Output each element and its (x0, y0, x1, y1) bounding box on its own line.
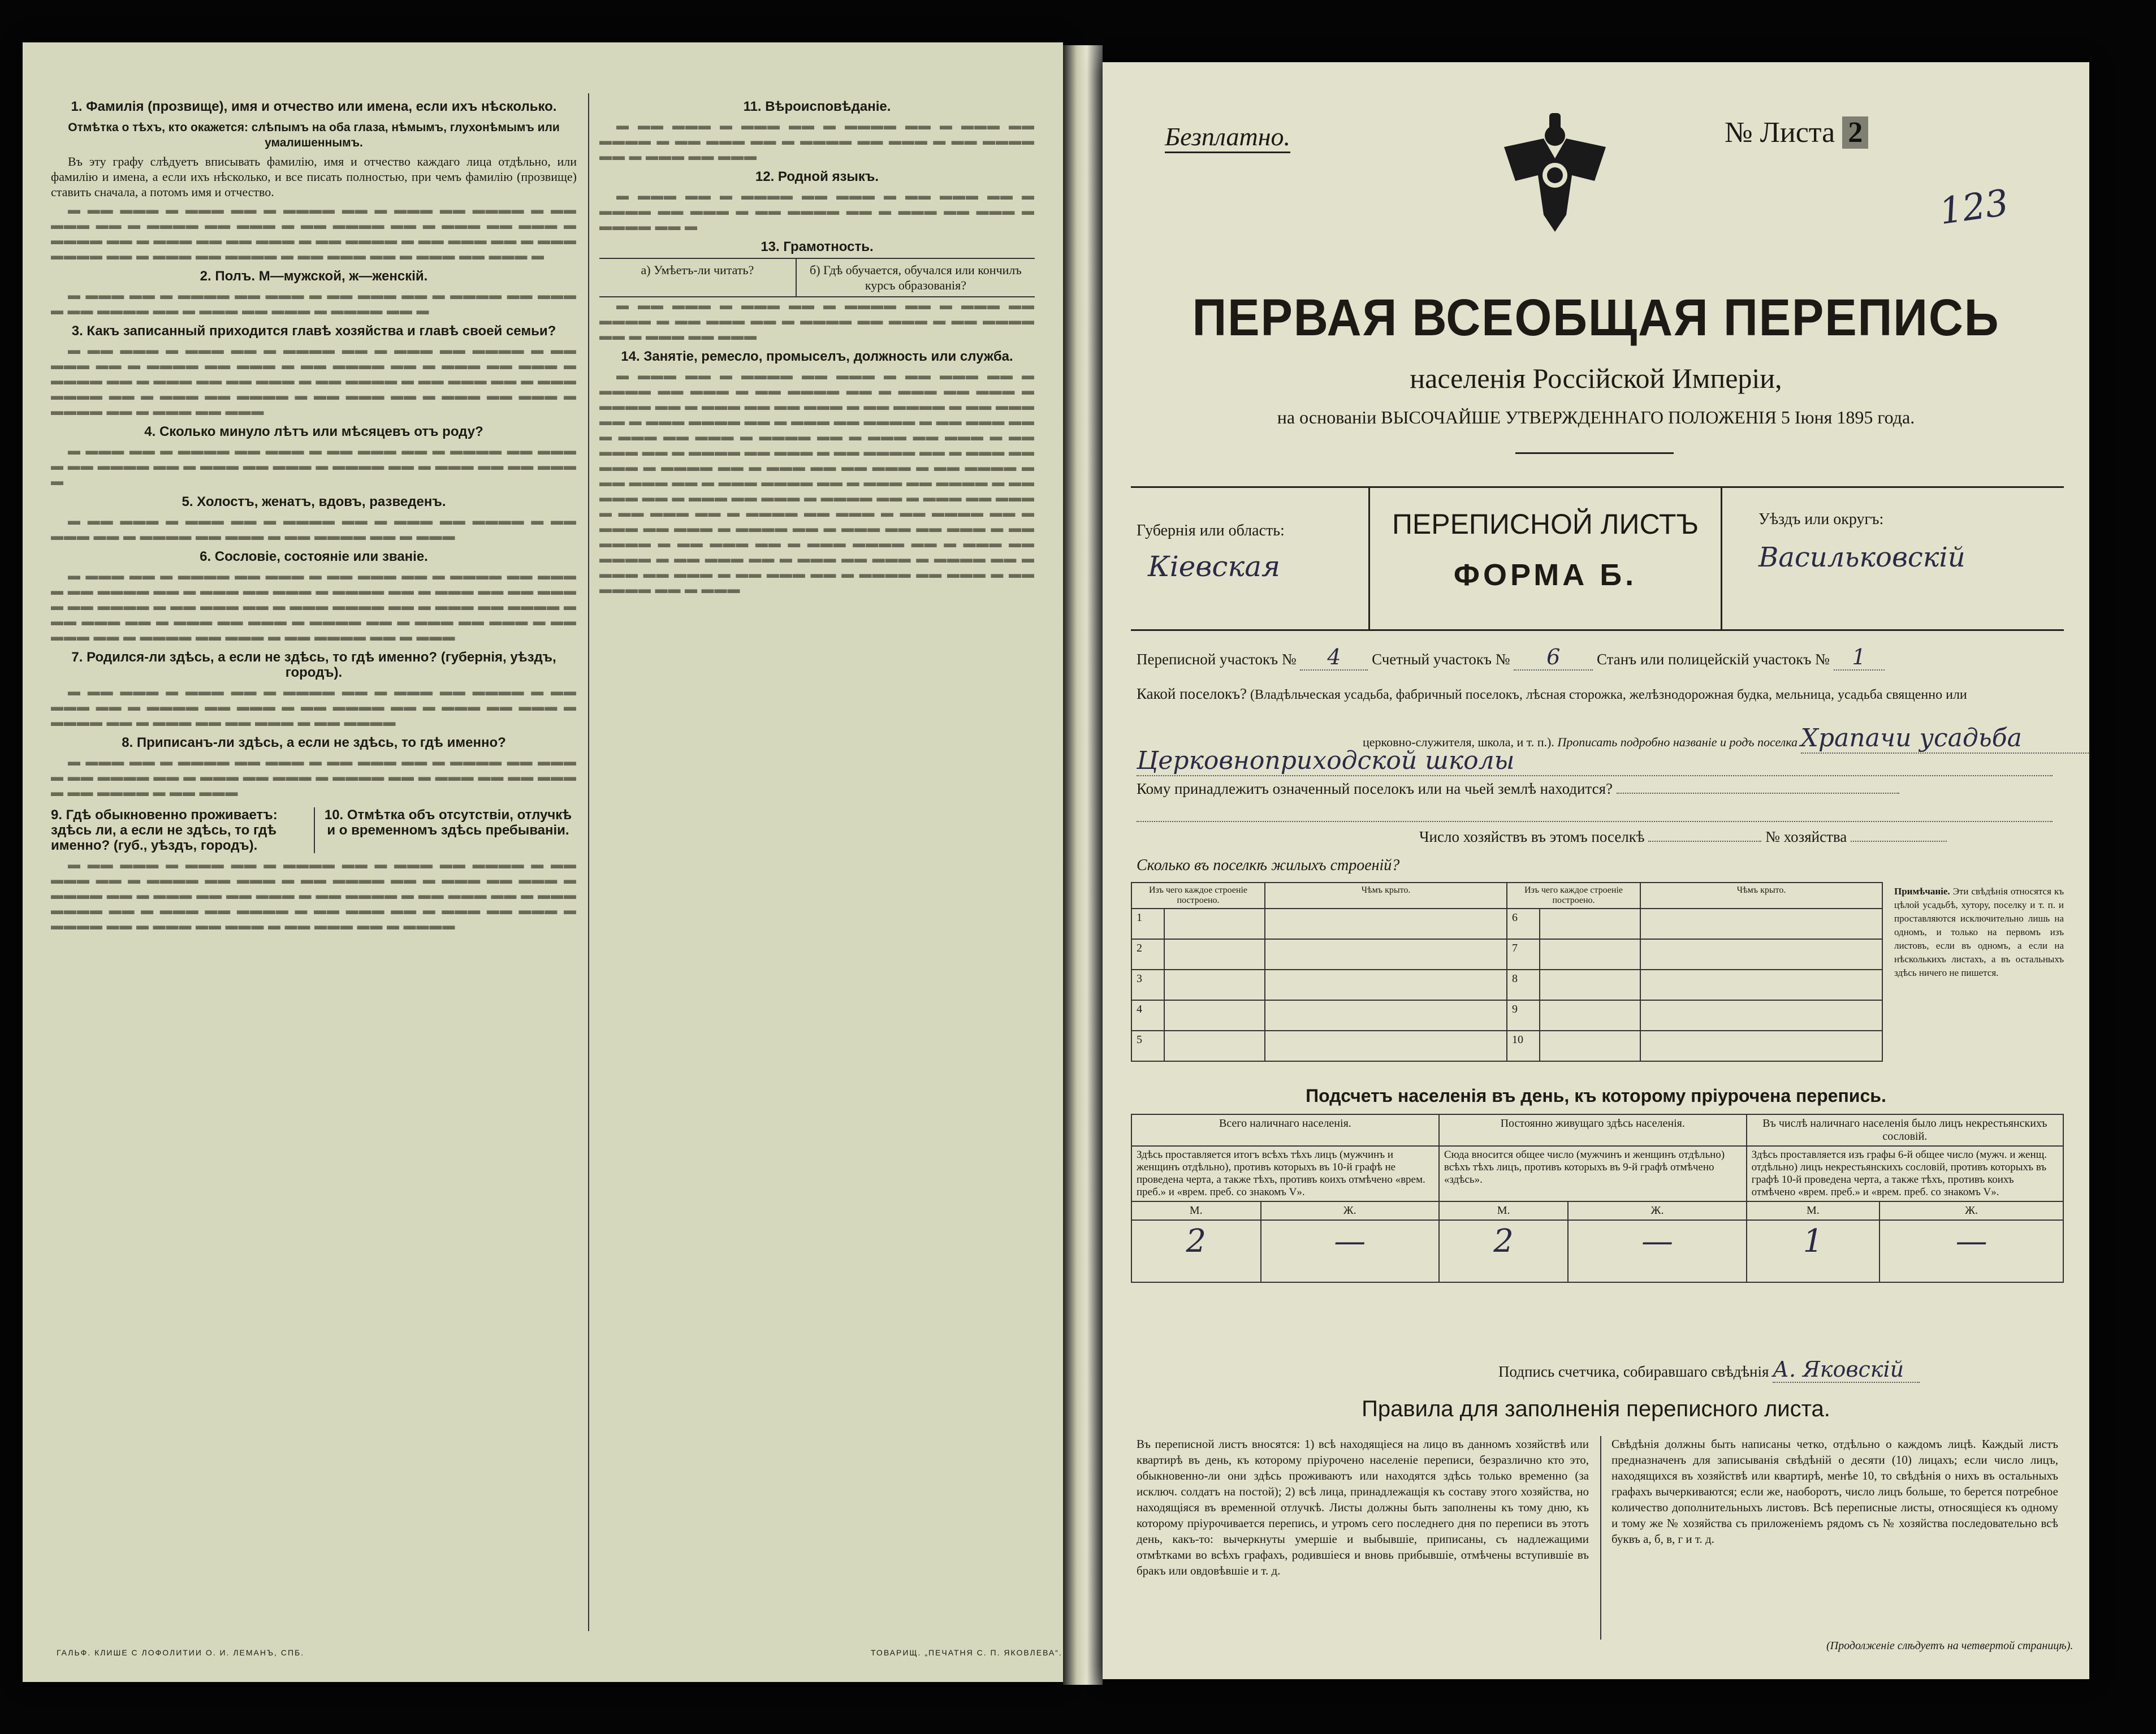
non-peasant-female-value: — (1880, 1220, 2063, 1282)
signature-value: А. Яковскій (1773, 1357, 1920, 1383)
row-number: 2 (1131, 939, 1164, 970)
table-row (1131, 909, 1882, 939)
household-no-label: № хозяйства (1765, 828, 1847, 845)
bld-header-material-2: Изъ чего каждое строеніе построено. (1507, 883, 1640, 909)
bld-header-roof: Чѣмъ крыто. (1265, 883, 1507, 909)
section-6-title: 6. Сословіе, состояніе или званіе. (200, 549, 428, 564)
non-peasant-male-value: 1 (1747, 1220, 1880, 1282)
owner-value (1617, 793, 1899, 794)
province-value: Кіевская (1148, 550, 1281, 583)
bld-header-roof-2: Чѣмъ крыто. (1640, 883, 1882, 909)
text-lines: ▬ ▬▬ ▬▬▬ ▬ ▬▬▬ ▬▬ ▬ ▬▬▬▬ ▬▬ ▬ ▬▬▬ ▬▬ ▬▬▬▬ ▬ ▬▬ ▬▬▬ ▬▬ ▬ ▬▬▬▬ ▬▬ ▬▬▬ ▬ ▬▬ ▬▬▬▬ ▬▬ ▬ ▬▬▬ ▬▬ ▬▬▬ (599, 298, 1035, 343)
row-number: 9 (1507, 1000, 1540, 1031)
section-4-title: 4. Сколько минуло лѣтъ или мѣсяцевъ отъ роду? (144, 424, 483, 439)
form-subtitle: ФОРМА Б. (1453, 558, 1637, 592)
text-lines: ▬ ▬▬▬ ▬▬ ▬ ▬▬▬▬ ▬▬ ▬▬▬ ▬ ▬▬ ▬▬▬ ▬▬ ▬ ▬▬▬▬ ▬▬ ▬▬▬ ▬ ▬▬ ▬▬▬▬ ▬▬ ▬ ▬▬▬ ▬▬ ▬▬▬ ▬ ▬▬▬▬ ▬▬ ▬ ▬▬▬ ▬▬ ▬▬ ▬▬▬ ▬ ▬▬ ▬▬▬▬ ▬ ▬▬ ▬▬▬ ▬▬ ▬ ▬▬▬ ▬▬▬▬ ▬▬ ▬ ▬▬▬ ▬▬ ▬▬▬▬ ▬ ▬▬ ▬▬▬ ▬▬ ▬ ▬▬▬ ▬▬ ▬▬▬ ▬ ▬▬▬▬ ▬▬ ▬ ▬▬▬ ▬▬ ▬▬▬ ▬ ▬▬ ▬▬▬ ▬▬ ▬ ▬▬▬▬ ▬▬ ▬▬▬ ▬ ▬▬ ▬▬▬▬ ▬▬ ▬ ▬▬▬ ▬▬ ▬▬▬ ▬ ▬▬▬▬ ▬▬ ▬ ▬▬▬ ▬▬ ▬▬ ▬▬▬ ▬ ▬▬ ▬▬▬▬ ▬ ▬▬ ▬▬▬ ▬▬ ▬ ▬▬▬ ▬▬▬▬ ▬▬ ▬ ▬▬▬ ▬▬ ▬▬▬▬ ▬ ▬▬ ▬▬▬ ▬▬ ▬ ▬▬▬ ▬▬ ▬▬▬ ▬ ▬▬▬▬ ▬▬ ▬ ▬▬▬ ▬▬ ▬▬▬ ▬ ▬▬ ▬▬▬ ▬▬ ▬ ▬▬▬▬ ▬▬ ▬▬▬ ▬ ▬▬ ▬▬▬▬ ▬▬ ▬ ▬▬▬ ▬▬ ▬▬▬ ▬ ▬▬▬▬ ▬▬ ▬ ▬▬▬ ▬▬ ▬▬ ▬▬▬ ▬ ▬▬ ▬▬▬▬ ▬ ▬▬ ▬▬▬ ▬▬ ▬ ▬▬▬ ▬▬▬▬ ▬▬ ▬ ▬▬▬ ▬▬ ▬▬▬▬ ▬ ▬▬ ▬▬▬ ▬▬ ▬ ▬▬▬ ▬▬ ▬▬▬ ▬ ▬▬▬▬ ▬▬ ▬ ▬▬▬ ▬▬ ▬▬▬ ▬ ▬▬ ▬▬▬ ▬▬ ▬ ▬▬▬▬ ▬▬ ▬▬▬ ▬ ▬▬ ▬▬▬▬ ▬▬ ▬ ▬▬▬ (599, 368, 1035, 596)
buildings-note (1894, 885, 2064, 980)
text-lines: ▬ ▬▬ ▬▬▬ ▬ ▬▬▬ ▬▬ ▬ ▬▬▬▬ ▬▬ ▬ ▬▬▬ ▬▬ ▬▬▬▬ ▬ ▬▬ ▬▬▬ ▬▬ ▬ ▬▬▬▬ ▬▬ ▬▬▬ ▬ ▬▬ ▬▬▬▬ ▬▬ ▬ ▬▬▬ ▬▬ ▬▬▬ ▬ ▬▬▬▬ ▬▬ ▬ ▬▬▬ ▬▬ ▬▬ ▬▬▬ ▬ ▬▬ ▬▬▬▬ (51, 684, 577, 729)
owner-line (1137, 780, 2053, 798)
form-title: ПЕРЕПИСНОЙ ЛИСТЪ (1392, 508, 1699, 540)
settlement-hint-3: Прописать подробно названіе и родъ поселка (1557, 735, 1798, 749)
signature-label: Подпись счетчика, собиравшаго свѣдѣнія (1498, 1363, 1769, 1380)
left-page (23, 42, 1063, 1682)
rules-left: Въ переписной листъ вносятся: 1) всѣ находящіеся на лицо въ данномъ хозяйствѣ или квартирѣ въ день, къ которому пріурочено населеніе переписи, безразлично кто это, обыкновенно-ли они здѣсь проживаютъ или находятся здѣсь только временно (за исключ. солдатъ на постой); 2) всѣ лица, принадлежащія къ составу этого хозяйства, но находящіяся въ временной отлучкѣ. Листы должны быть заполнены къ тому дню, къ которому пріурочивается перепись, и утромъ сего последнего дня по переписи въ этотъ день, какъ-то: вычеркнуты умершіе и выбывшіе, приписаны, съ надлежащими отмѣтками во всѣхъ графахъ, родившіеся и вновь прибывшіе, отмѣчены вступившіе въ бракъ или овдовѣвшіе и т. д. (1137, 1437, 1589, 1577)
section-10-title: 10. Отмѣтка объ отсутствіи, отлучкѣ и о временномъ здѣсь пребываніи. (314, 807, 577, 853)
province-label: Губернія или область: (1137, 522, 1285, 539)
table-row (1131, 939, 1882, 970)
note-text: Эти свѣдѣнія относятся къ цѣлой усадьбѣ, хутору, поселку и т. п. и проставляются исключительно лишь на одномъ, и только на первомъ изъ листовъ, если въ одномъ, а если на нѣсколькихъ листахъ, а въ остальныхъ здѣсь ничего не пишется. (1894, 886, 2064, 978)
free-label: Безплатно. (1165, 122, 1290, 153)
census-area-label: Переписной участокъ № (1137, 651, 1297, 668)
section-13a: а) Умѣетъ-ли читать? (641, 263, 754, 277)
area-line (1137, 645, 1885, 671)
section-11-title: 11. Вѣроисповѣданіе. (743, 99, 891, 114)
text-lines: ▬ ▬▬ ▬▬▬ ▬ ▬▬▬ ▬▬ ▬ ▬▬▬▬ ▬▬ ▬ ▬▬▬ ▬▬ ▬▬▬▬ ▬ ▬▬ ▬▬▬ ▬▬ ▬ ▬▬▬▬ ▬▬ ▬▬▬ ▬ ▬▬ ▬▬▬▬ ▬▬ ▬ ▬▬▬ ▬▬ ▬▬▬ ▬ ▬▬▬▬ ▬▬ ▬ ▬▬▬ ▬▬ ▬▬ ▬▬▬ ▬ ▬▬ ▬▬▬▬ ▬ ▬▬ ▬▬▬ ▬▬ ▬ ▬▬▬ ▬▬▬▬ ▬▬ ▬ ▬▬▬ ▬▬ ▬▬▬▬ ▬ ▬▬ ▬▬▬ ▬▬ ▬ ▬▬▬ ▬▬ ▬▬▬ ▬ ▬▬▬▬ ▬▬ ▬ ▬▬▬ ▬▬ ▬▬▬ ▬ ▬▬ ▬▬▬ ▬▬ ▬ ▬▬▬▬ (51, 857, 577, 932)
census-title: ПЕРВАЯ ВСЕОБЩАЯ ПЕРЕПИСЬ (1192, 289, 2000, 347)
text-lines: ▬ ▬▬ ▬▬▬ ▬ ▬▬▬ ▬▬ ▬ ▬▬▬▬ ▬▬ ▬ ▬▬▬ ▬▬ ▬▬▬▬ ▬ ▬▬ ▬▬▬ ▬▬ ▬ ▬▬▬▬ ▬▬ ▬▬▬ ▬ ▬▬ ▬▬▬▬ ▬▬ ▬ ▬▬▬ ▬▬ ▬▬▬ ▬ ▬▬▬▬ ▬▬ ▬ ▬▬▬ ▬▬ ▬▬ ▬▬▬ ▬ ▬▬ ▬▬▬▬ ▬ ▬▬ ▬▬▬ ▬▬ ▬ ▬▬▬ ▬▬▬▬ ▬▬ ▬ ▬▬▬ ▬▬ ▬▬▬▬ ▬ ▬▬ ▬▬▬ ▬▬ ▬ ▬▬▬ ▬▬ ▬▬▬ ▬ ▬▬▬▬ ▬▬ ▬ ▬▬▬ ▬▬ ▬▬▬ (51, 343, 577, 418)
row-number: 5 (1131, 1031, 1164, 1061)
note-title: Примѣчаніе. (1894, 886, 1950, 897)
table-row (1131, 1031, 1882, 1061)
pop-desc-permanent: Сюда вносится общее число (мужчинъ и женщинъ отдѣльно) всѣхъ тѣхъ лицъ, противъ которыхъ въ 9-й графѣ отмѣчено «здѣсь». (1439, 1146, 1747, 1201)
text-lines: ▬ ▬▬▬ ▬▬ ▬ ▬▬▬▬ ▬▬ ▬▬▬ ▬ ▬▬ ▬▬▬ ▬▬ ▬ ▬▬▬▬ ▬▬ ▬▬▬ ▬ ▬▬ ▬▬▬▬ ▬▬ ▬ ▬▬▬ ▬▬ ▬▬▬ ▬ ▬▬▬▬ ▬▬ ▬ (599, 188, 1035, 233)
owner-label: Кому принадлежитъ означенный поселокъ или на чьей землѣ находится? (1137, 780, 1613, 797)
book-fold (1063, 45, 1103, 1685)
buildings-table (1131, 882, 1883, 1062)
sheet-number-label: № Листа (1725, 116, 1835, 149)
section-8-title: 8. Приписанъ-ли здѣсь, а если не здѣсь, то гдѣ именно? (122, 735, 506, 750)
permanent-female-value: — (1568, 1220, 1746, 1282)
total-male-value: 2 (1131, 1220, 1261, 1282)
pop-header-non-peasant: Въ числѣ наличнаго населенія было лицъ некрестьянскихъ сословій. (1747, 1114, 2063, 1146)
census-area-value: 4 (1300, 645, 1368, 671)
pop-header-total: Всего наличнаго населенія. (1131, 1114, 1439, 1146)
left-column-1 (51, 93, 577, 1631)
count-area-value: 6 (1514, 645, 1593, 671)
text-lines: ▬ ▬▬▬ ▬▬ ▬ ▬▬▬▬ ▬▬ ▬▬▬ ▬ ▬▬ ▬▬▬ ▬▬ ▬ ▬▬▬▬ ▬▬ ▬▬▬ ▬ ▬▬ ▬▬▬▬ ▬▬ ▬ ▬▬▬ ▬▬ ▬▬▬ ▬ ▬▬▬▬ ▬▬ ▬ ▬▬▬ ▬▬ ▬▬ ▬▬▬ ▬ (51, 443, 577, 488)
rules-divider (1600, 1436, 1601, 1640)
row-number: 6 (1507, 909, 1540, 939)
title-rule (1515, 452, 1674, 454)
female-label: Ж. (1568, 1201, 1746, 1220)
households-value (1648, 841, 1761, 842)
section-14-title: 14. Занятіе, ремесло, промыселъ, должность или служба. (621, 349, 1013, 364)
settlement-block (1137, 684, 2053, 704)
settlement-hint: (Владѣльческая усадьба, фабричный поселокъ, лѣсная сторожка, желѣзнодорожная будка, мельница, усадьба священно или (1250, 687, 1967, 702)
table-row (1131, 970, 1882, 1000)
section-3-title: 3. Какъ записанный приходится главѣ хозяйства и главѣ своей семьи? (71, 323, 556, 339)
eagle-emblem (1498, 107, 1611, 237)
pop-desc-non-peasant: Здѣсь проставляется изъ графы 6-й общее число (мужч. и женщ. отдѣльно) лицъ некрестьянскихъ сословій, противъ которыхъ въ графѣ 10-й проведена черта, а также тѣхъ, противъ коихъ отмѣчено «врем. преб.» и «врем. преб. со знакомъ V». (1747, 1146, 2063, 1201)
text-lines: ▬ ▬▬▬ ▬▬ ▬ ▬▬▬▬ ▬▬ ▬▬▬ ▬ ▬▬ ▬▬▬ ▬▬ ▬ ▬▬▬▬ ▬▬ ▬▬▬ ▬ ▬▬ ▬▬▬▬ ▬▬ ▬ ▬▬▬ ▬▬ ▬▬▬ ▬ ▬▬▬▬ ▬▬ ▬ (51, 288, 577, 317)
female-label: Ж. (1880, 1201, 2063, 1220)
bld-header-material: Изъ чего каждое строеніе построено. (1131, 883, 1265, 909)
text-lines: ▬ ▬▬ ▬▬▬ ▬ ▬▬▬ ▬▬ ▬ ▬▬▬▬ ▬▬ ▬ ▬▬▬ ▬▬ ▬▬▬▬ ▬ ▬▬ ▬▬▬ ▬▬ ▬ ▬▬▬▬ ▬▬ ▬▬▬ ▬ ▬▬ ▬▬▬▬ ▬▬ ▬ ▬▬▬ ▬▬ ▬▬▬ ▬ ▬▬▬▬ ▬▬ ▬ ▬▬▬ ▬▬ ▬▬ ▬▬▬ ▬ ▬▬ ▬▬▬▬ ▬ ▬▬ ▬▬▬ ▬▬ ▬ ▬▬▬ ▬▬▬▬ ▬▬ ▬ ▬▬▬ ▬▬ ▬▬▬▬ ▬ ▬▬ ▬▬▬ ▬▬ ▬ ▬▬▬ ▬▬ ▬▬▬ ▬ (51, 202, 577, 262)
census-basis: на основаніи ВЫСОЧАЙШЕ УТВЕРЖДЕННАГО ПОЛОЖЕНІЯ 5 Іюня 1895 года. (1277, 407, 1915, 427)
rules-right: Свѣдѣнія должны быть написаны четко, отдѣльно о каждомъ лицѣ. Каждый листъ предназначенъ для записыванія свѣдѣній о десяти (10) лицахъ; если число лицъ, находящихся въ хозяйствѣ или квартирѣ, менѣе 10, то свѣдѣнія о нихъ въ остальныхъ графахъ вычеркиваются; если же, наоборотъ, число лицъ больше, то берется потребное количество дополнительныхъ листовъ. Всѣ переписные листы, относящіеся къ одному и тому же № хозяйства съ приложеніемъ рядомъ съ № хозяйства последовательно всѣ буквъ а, б, в, г и т. д. (1611, 1437, 2058, 1546)
settlement-hint-2: церковно-служителя, школа, и т. п.). (1363, 735, 1554, 749)
section-9-title: 9. Гдѣ обыкновенно проживаетъ: здѣсь ли, а если не здѣсь, то гдѣ именно? (губ., уѣздъ, городъ). (51, 807, 278, 853)
row-number: 3 (1131, 970, 1164, 1000)
settlement-value-1: Храпачи усадьба (1801, 724, 2089, 754)
households-line (1419, 828, 1947, 846)
section-13-title: 13. Грамотность. (761, 239, 874, 254)
buildings-label: Сколько въ поселкѣ жилыхъ строеній? (1137, 857, 1400, 874)
count-area-label: Счетный участокъ № (1372, 651, 1510, 668)
male-label: М. (1439, 1201, 1569, 1220)
male-label: М. (1747, 1201, 1880, 1220)
total-female-value: — (1261, 1220, 1439, 1282)
table-row (1131, 1000, 1882, 1031)
right-page (1103, 62, 2089, 1679)
section-12-title: 12. Родной языкъ. (755, 169, 879, 184)
form-title-box (1368, 488, 1722, 629)
section-1-title: 1. Фамилія (прозвище), имя и отчество или имена, если ихъ нѣсколько. (71, 99, 557, 114)
sheet-number-value: 2 (1842, 116, 1868, 149)
section-2-title: 2. Полъ. М—мужской, ж—женскій. (200, 269, 428, 284)
signature-line (1498, 1357, 1920, 1383)
row-number: 1 (1131, 909, 1164, 939)
district-label: Уѣздъ или округъ: (1758, 511, 1884, 528)
section-1-text: Въ эту графу слѣдуетъ вписывать фамилію, имя и отчество каждаго лица отдѣльно, или фамилію и имена, а если ихъ нѣсколько, и все писать полностью, при чемъ фамилію (прозвище) ставить сначала, а потомъ имя и отчество. (51, 154, 577, 199)
printer-credit-right: ТОВАРИЩ. „ПЕЧАТНЯ С. П. ЯКОВЛЕВА“. (871, 1648, 1062, 1657)
column-divider (588, 93, 589, 1631)
section-5-title: 5. Холостъ, женатъ, вдовъ, разведенъ. (182, 494, 446, 509)
form-header (1131, 486, 2064, 631)
printer-credit-left: ГАЛЬФ. КЛИШЕ С ЛОФОЛИТИИ О. И. ЛЕМАНЪ, СПБ. (57, 1648, 305, 1657)
census-subtitle: населенія Россійской Имперіи, (1410, 362, 1782, 394)
permanent-male-value: 2 (1439, 1220, 1569, 1282)
settlement-label: Какой поселокъ? (1137, 685, 1247, 702)
sheet-number (1725, 116, 1868, 149)
male-label: М. (1131, 1201, 1261, 1220)
district-value: Васильковскій (1758, 542, 1965, 573)
stan-label: Станъ или полицейскій участокъ № (1596, 651, 1830, 668)
rules-title: Правила для заполненія переписного листа. (1362, 1396, 1830, 1421)
pop-header-permanent: Постоянно живущаго здѣсь населенія. (1439, 1114, 1747, 1146)
continued-note: (Продолженіе слѣдуетъ на четвертой страницѣ). (1826, 1640, 2073, 1652)
row-number: 8 (1507, 970, 1540, 1000)
population-title: Подсчетъ населенія въ день, къ которому пріурочена перепись. (1306, 1086, 1886, 1106)
pop-desc-total: Здѣсь проставляется итогъ всѣхъ тѣхъ лицъ (мужчинъ и женщинъ отдѣльно), противъ которыхъ въ 10-й графѣ не проведена черта, а также тѣхъ, противъ коихъ отмѣчено «врем. преб.» и «врем. преб. со знакомъ V». (1131, 1146, 1439, 1201)
row-number: 4 (1131, 1000, 1164, 1031)
text-lines: ▬ ▬▬ ▬▬▬ ▬ ▬▬▬ ▬▬ ▬ ▬▬▬▬ ▬▬ ▬ ▬▬▬ ▬▬ ▬▬▬▬ ▬ ▬▬ ▬▬▬ ▬▬ ▬ ▬▬▬▬ ▬▬ ▬▬▬ ▬ ▬▬ ▬▬▬▬ ▬▬ ▬ ▬▬▬ (51, 513, 577, 543)
text-lines: ▬ ▬▬ ▬▬▬ ▬ ▬▬▬ ▬▬ ▬ ▬▬▬▬ ▬▬ ▬ ▬▬▬ ▬▬ ▬▬▬▬ ▬ ▬▬ ▬▬▬ ▬▬ ▬ ▬▬▬▬ ▬▬ ▬▬▬ ▬ ▬▬ ▬▬▬▬ ▬▬ ▬ ▬▬▬ ▬▬ ▬▬▬ (599, 118, 1035, 163)
row-number: 10 (1507, 1031, 1540, 1061)
section-1-subtitle: Отмѣтка о тѣхъ, кто окажется: слѣпымъ на оба глаза, нѣмымъ, глухонѣмымъ или умалишеннымъ. (68, 121, 560, 149)
row-number: 7 (1507, 939, 1540, 970)
households-label: Число хозяйствъ въ этомъ поселкѣ (1419, 828, 1645, 845)
settlement-value-2: Церковноприходской школы (1137, 746, 2053, 776)
section-7-title: 7. Родился-ли здѣсь, а если не здѣсь, то гдѣ именно? (губернія, уѣздъ, городъ). (71, 650, 556, 680)
text-lines: ▬ ▬▬▬ ▬▬ ▬ ▬▬▬▬ ▬▬ ▬▬▬ ▬ ▬▬ ▬▬▬ ▬▬ ▬ ▬▬▬▬ ▬▬ ▬▬▬ ▬ ▬▬ ▬▬▬▬ ▬▬ ▬ ▬▬▬ ▬▬ ▬▬▬ ▬ ▬▬▬▬ ▬▬ ▬ ▬▬▬ ▬▬ ▬▬ ▬▬▬ ▬ ▬▬ ▬▬▬▬ ▬ ▬▬ ▬▬▬ ▬▬ ▬ ▬▬▬ ▬▬▬▬ ▬▬ ▬ ▬▬▬ ▬▬ ▬▬▬▬ ▬ ▬▬ ▬▬▬ ▬▬ ▬ ▬▬▬ ▬▬ ▬▬▬ ▬ ▬▬▬▬ ▬▬ ▬ ▬▬▬ ▬▬ ▬▬▬ ▬ ▬▬ ▬▬▬ ▬▬ ▬ ▬▬▬▬ ▬▬ ▬▬▬ ▬ ▬▬ ▬▬▬▬ ▬▬ ▬ ▬▬▬ (51, 568, 577, 643)
owner-blank-line (1137, 820, 2053, 822)
archive-number: 123 (1937, 181, 2011, 233)
text-lines: ▬ ▬▬▬ ▬▬ ▬ ▬▬▬▬ ▬▬ ▬▬▬ ▬ ▬▬ ▬▬▬ ▬▬ ▬ ▬▬▬▬ ▬▬ ▬▬▬ ▬ ▬▬ ▬▬▬▬ ▬▬ ▬ ▬▬▬ ▬▬ ▬▬▬ ▬ ▬▬▬▬ ▬▬ ▬ ▬▬▬ ▬▬ ▬▬ ▬▬▬ ▬ ▬▬ ▬▬▬▬ ▬ ▬▬ ▬▬▬ (51, 754, 577, 799)
stan-value: 1 (1834, 645, 1885, 671)
population-table (1131, 1114, 2064, 1283)
section-13b: б) Гдѣ обучается, обучался или кончилъ курсъ образованія? (796, 259, 1035, 296)
female-label: Ж. (1261, 1201, 1439, 1220)
left-column-2 (599, 93, 1035, 1631)
household-no-value (1851, 841, 1947, 842)
